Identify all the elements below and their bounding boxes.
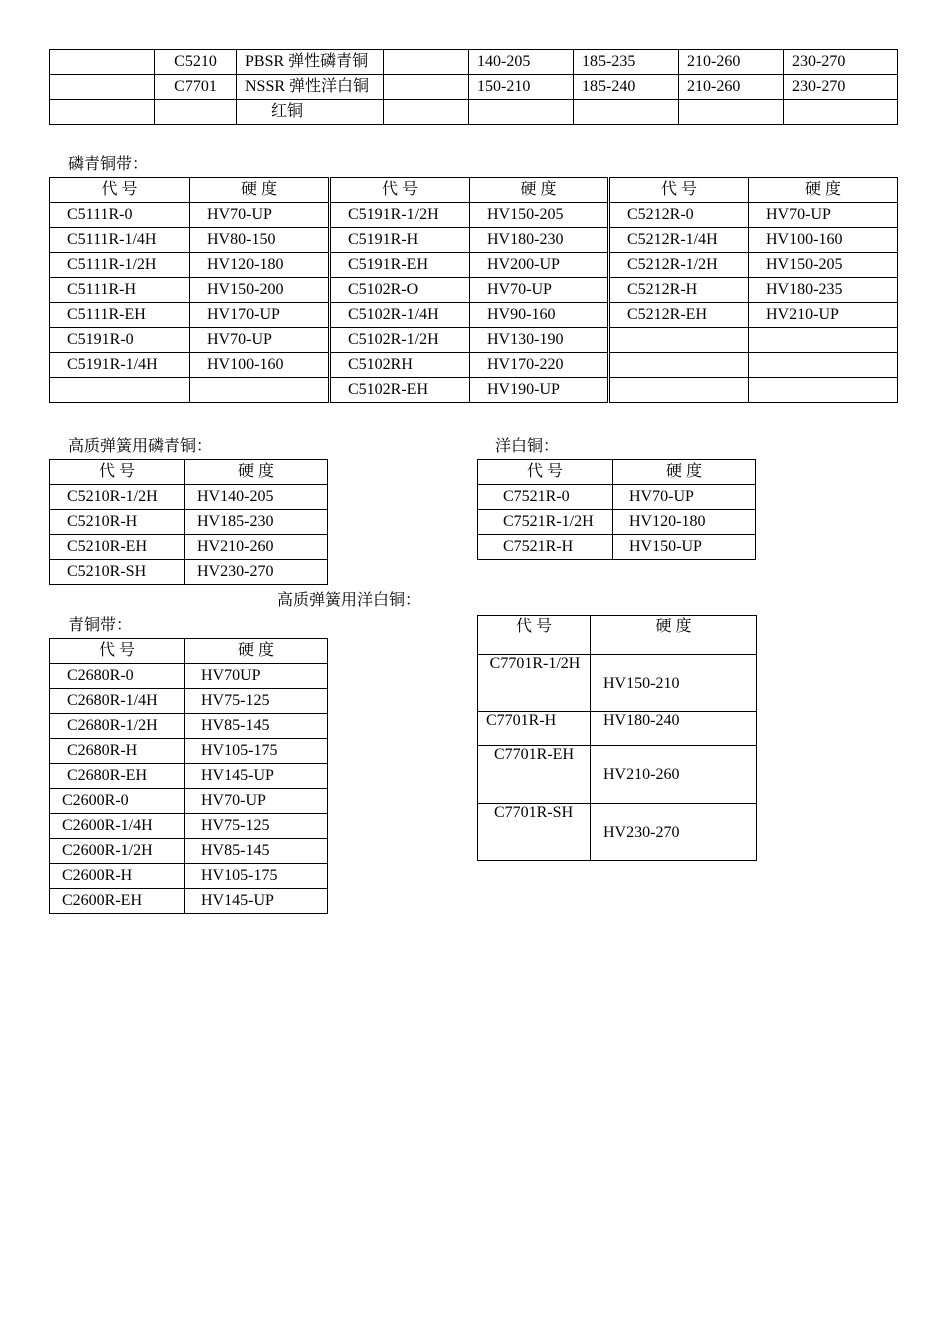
code-cell: C2680R-H [50,739,185,764]
code-cell: C5191R-1/4H [50,353,190,378]
code-text: C7701R-1/2H [489,655,581,672]
code-cell: C2600R-H [50,864,185,889]
hardness-cell: HV70-UP [185,789,328,814]
header-code: 代 号 [609,178,749,203]
hardness-cell: HV150-210 [591,655,757,712]
code-cell: C2680R-1/4H [50,689,185,714]
header-code: 代 号 [330,178,470,203]
hardness-cell: HV70-UP [613,485,756,510]
header-hardness: 硬 度 [591,616,757,655]
hardness-cell [190,378,330,403]
code-cell: C5210R-H [50,510,185,535]
hardness-cell: HV105-175 [185,739,328,764]
hardness-cell: HV80-150 [190,228,330,253]
hardness-cell: HV120-180 [190,253,330,278]
hardness-cell [749,353,898,378]
code-cell: C5212R-1/2H [609,253,749,278]
table-row [50,353,898,378]
phosphor-strip-table [49,177,898,403]
hardness-cell: HV210-UP [749,303,898,328]
table-row [50,253,898,278]
table-row [478,485,756,510]
code-cell: C2680R-1/2H [50,714,185,739]
hardness-cell: HV170-UP [190,303,330,328]
alloy-name-cell: PBSR 弹性磷青铜 [237,50,384,75]
nickel-silver-caption: 洋白铜： [495,438,560,455]
alloy-code-cell: C5210 [155,50,237,75]
hardness-cell: HV120-180 [613,510,756,535]
alloy-code-cell: C7701 [155,75,237,100]
hardness-cell: HV150-200 [190,278,330,303]
code-cell: C7701R-H [478,712,591,746]
hardness-cell: HV70-UP [749,203,898,228]
table-row [50,739,328,764]
table-row [50,328,898,353]
hardness-cell [749,378,898,403]
code-cell: C5111R-1/2H [50,253,190,278]
table-cell [384,50,469,75]
table-row [50,839,328,864]
code-cell: C2600R-1/2H [50,839,185,864]
code-cell: C2600R-0 [50,789,185,814]
code-cell: C5102RH [330,353,470,378]
value-cell: 210-260 [679,75,784,100]
value-cell: 210-260 [679,50,784,75]
table-row [478,746,757,804]
alloy-name-cell: 红铜 [237,100,384,125]
table-row [478,712,757,746]
hardness-cell: HV70-UP [190,328,330,353]
code-cell: C5111R-1/4H [50,228,190,253]
table-row [50,560,328,585]
code-cell [50,378,190,403]
code-cell: C5212R-EH [609,303,749,328]
table-row [50,303,898,328]
alloy-name-cell: NSSR 弹性洋白铜 [237,75,384,100]
header-hardness: 硬 度 [190,178,330,203]
hardness-cell: HV180-240 [591,712,757,746]
hardness-cell: HV100-160 [190,353,330,378]
code-cell: C7521R-H [478,535,613,560]
hq-phosphor-caption: 高质弹簧用磷青铜： [68,438,213,455]
table-header-row [478,616,757,655]
hardness-cell: HV180-230 [470,228,609,253]
hardness-cell: HV210-260 [591,746,757,804]
code-cell [609,378,749,403]
header-code: 代 号 [50,460,185,485]
table-row [50,814,328,839]
hardness-cell [749,328,898,353]
code-cell: C2600R-1/4H [50,814,185,839]
code-cell: C5102R-1/4H [330,303,470,328]
hardness-cell: HV185-230 [185,510,328,535]
header-hardness: 硬 度 [470,178,609,203]
code-cell: C7521R-0 [478,485,613,510]
hardness-cell: HV150-205 [470,203,609,228]
hardness-cell: HV230-270 [591,804,757,861]
code-cell: C5111R-H [50,278,190,303]
nickel-silver-table [477,459,756,560]
table-header-row [50,639,328,664]
code-cell: C5212R-1/4H [609,228,749,253]
code-cell: C5210R-SH [50,560,185,585]
code-cell: C7521R-1/2H [478,510,613,535]
value-cell: 140-205 [469,50,574,75]
hq-phosphor-table [49,459,328,585]
table-row [50,378,898,403]
table-row [50,689,328,714]
code-cell [478,655,591,712]
code-cell: C5102R-1/2H [330,328,470,353]
hardness-cell: HV230-270 [185,560,328,585]
code-cell: C5212R-0 [609,203,749,228]
value-cell [679,100,784,125]
header-hardness: 硬 度 [613,460,756,485]
hardness-cell: HV70UP [185,664,328,689]
value-cell [469,100,574,125]
hardness-cell: HV75-125 [185,814,328,839]
code-cell: C5212R-H [609,278,749,303]
hardness-cell: HV70-UP [190,203,330,228]
hardness-cell: HV200-UP [470,253,609,278]
code-cell: C5111R-0 [50,203,190,228]
table-header-row [50,460,328,485]
code-cell: C5210R-1/2H [50,485,185,510]
table-row [50,203,898,228]
table-row [478,535,756,560]
hardness-cell: HV150-UP [613,535,756,560]
hardness-cell: HV85-145 [185,714,328,739]
table-row [50,75,898,100]
table-cell [50,50,155,75]
hardness-cell: HV180-235 [749,278,898,303]
code-cell: C5191R-H [330,228,470,253]
value-cell: 230-270 [784,50,898,75]
hardness-cell: HV145-UP [185,889,328,914]
hardness-cell: HV210-260 [185,535,328,560]
value-cell: 185-240 [574,75,679,100]
table-row [478,655,757,712]
hardness-cell: HV90-160 [470,303,609,328]
value-cell: 185-235 [574,50,679,75]
header-hardness: 硬 度 [185,639,328,664]
code-cell: C2680R-0 [50,664,185,689]
phosphor-strip-caption: 磷青铜带： [68,156,149,173]
table-row [50,864,328,889]
table-row [478,804,757,861]
alloy-hardness-table [49,49,898,125]
code-cell: C2600R-EH [50,889,185,914]
code-cell: C5210R-EH [50,535,185,560]
code-cell: C5191R-EH [330,253,470,278]
code-cell [609,353,749,378]
table-row [50,50,898,75]
hardness-cell: HV170-220 [470,353,609,378]
code-cell: C5191R-1/2H [330,203,470,228]
hardness-cell: HV130-190 [470,328,609,353]
code-cell: C5102R-EH [330,378,470,403]
table-row [50,789,328,814]
value-cell [784,100,898,125]
table-row [50,535,328,560]
alloy-code-cell [155,100,237,125]
hardness-cell: HV140-205 [185,485,328,510]
hardness-cell: HV100-160 [749,228,898,253]
hardness-cell: HV150-205 [749,253,898,278]
value-cell: 150-210 [469,75,574,100]
header-code: 代 号 [50,639,185,664]
table-row [50,278,898,303]
value-cell [574,100,679,125]
table-cell [50,100,155,125]
code-cell [609,328,749,353]
header-code: 代 号 [50,178,190,203]
hq-nickel-silver-caption: 高质弹簧用洋白铜： [277,592,422,609]
header-code: 代 号 [478,616,591,655]
code-cell: C5191R-0 [50,328,190,353]
code-cell: C7701R-SH [478,804,591,861]
table-row [50,664,328,689]
hardness-cell: HV70-UP [470,278,609,303]
code-cell: C5111R-EH [50,303,190,328]
value-cell: 230-270 [784,75,898,100]
table-row [50,228,898,253]
table-cell [384,75,469,100]
header-code: 代 号 [478,460,613,485]
table-header-row [50,178,898,203]
table-cell [384,100,469,125]
hq-nickel-silver-table [477,615,757,861]
hardness-cell: HV190-UP [470,378,609,403]
code-cell: C7701R-EH [478,746,591,804]
hardness-cell: HV145-UP [185,764,328,789]
table-row [50,889,328,914]
hardness-cell: HV85-145 [185,839,328,864]
code-cell: C2680R-EH [50,764,185,789]
table-row [50,714,328,739]
hardness-cell: HV105-175 [185,864,328,889]
table-header-row [478,460,756,485]
table-row [478,510,756,535]
bronze-strip-table [49,638,328,914]
code-cell: C5102R-O [330,278,470,303]
table-row [50,485,328,510]
header-hardness: 硬 度 [749,178,898,203]
table-row [50,510,328,535]
table-cell [50,75,155,100]
hardness-cell: HV75-125 [185,689,328,714]
bronze-strip-caption: 青铜带： [68,617,133,634]
table-row [50,764,328,789]
header-hardness: 硬 度 [185,460,328,485]
table-row [50,100,898,125]
